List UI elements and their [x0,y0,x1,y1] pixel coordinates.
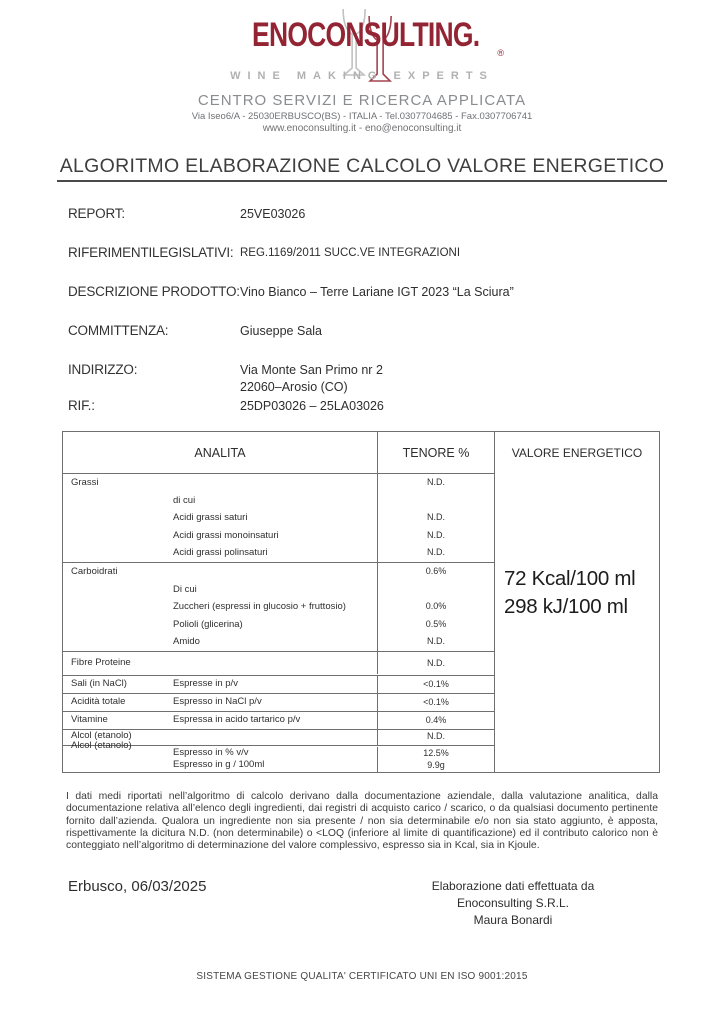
energy-values [504,565,635,621]
row-value: N.D. [427,512,445,523]
row-label [63,676,378,693]
row-value: N.D. [427,477,445,487]
field-indirizzo-value [240,362,383,396]
field-committenza-label: COMMITTENZA: [68,323,169,338]
row-label: di cui [63,492,378,510]
row-value: <0.1% [423,678,449,689]
company-logo [216,16,507,82]
field-indirizzo [68,362,724,396]
row-value: 0.5% [425,618,447,629]
field-riferimenti-value: REG.1169/2011 SUCC.VE INTEGRAZIONI [240,247,461,259]
field-riferimenti [68,245,724,262]
row-label: Fibre Proteine [63,652,378,674]
alcol-line2: Alcol (etanolo) [71,739,132,751]
field-descrizione-value: Vino Bianco – Terre Lariane IGT 2023 “La Sciura” [240,285,514,299]
group-vitamine [63,712,494,730]
field-rif [68,398,724,415]
field-indirizzo-line2: 22060–Arosio (CO) [240,380,348,394]
group-grassi [63,474,494,563]
report-fields [68,206,724,415]
row-value: 12.5% [423,747,449,758]
table-row [63,729,494,751]
field-rif-value: 25DP03026 – 25LA03026 [240,399,384,413]
table-row [63,581,494,599]
row-label [63,694,378,711]
group-sali [63,676,494,694]
row-label: Acidi grassi monoinsaturi [63,527,378,545]
row-label: Di cui [63,581,378,599]
org-address: Via Iseo6/A - 25030ERBUSCO(BS) - ITALIA - Tel.0307704685 - Fax.0307706741 [191,111,533,122]
col-header-analita: ANALITA [63,432,378,473]
row-value: N.D. [427,636,445,647]
field-descrizione [68,284,724,301]
nutrition-table [62,431,660,773]
row-label-sub: Espresso in NaCl p/v [173,695,262,707]
row-label: Acidi grassi polinsaturi [63,544,378,562]
field-riferimenti-label: RIFERIMENTILEGISLATIVI: [68,245,234,260]
row-label: Polioli (glicerina) [63,616,378,634]
page-title: ALGORITMO ELABORAZIONE CALCOLO VALORE ENERGETICO [57,155,668,182]
signature-line3: Maura Bonardi [473,913,553,928]
row-label: Acidi grassi saturi [63,509,378,527]
energy-kcal: 72 Kcal/100 ml [504,567,636,590]
signature-block [398,878,628,929]
registered-mark: ® [497,48,504,58]
col-header-valore: VALORE ENERGETICO [511,446,643,460]
org-name: CENTRO SERVIZI E RICERCA APPLICATA [197,92,527,109]
closing-block [68,878,724,929]
footnote-text: I dati medi riportati nell’algoritmo di calcolo derivano dalla documentazione aziendale, dalla valutazione analitica, dalla documentazione relativa all’elenco degli ingredienti, dai registri di acquisto carico / scarico, o da qualsiasi documento pertinente fornito dall’azienda. Qualora un ingrediente non sia presente / non sia determinabile e/o non sia stato aggiunto, è apposta, rispettivamente la dicitura N.D. (non determinabile) o <LOQ (inferiore al limite di quantificazione) ed il contributo calorico non è conteggiato nell’algoritmo di determinazione del valore complessivo, espresso sia in Kcal, sia in Kjoule. [66,790,658,852]
table-row [63,474,494,492]
field-rif-label: RIF.: [68,398,95,413]
row-label: Espresso in g / 100ml [63,759,378,771]
letterhead [0,0,724,134]
table-row [63,676,494,693]
row-value: 9.9g [427,760,445,771]
field-committenza [68,323,724,340]
field-indirizzo-line1: Via Monte San Primo nr 2 [240,363,383,377]
footer-certification: SISTEMA GESTIONE QUALITA' CERTIFICATO UNI EN ISO 9001:2015 [196,971,528,982]
table-row [63,616,494,634]
table-row [63,652,494,674]
table-header-row [63,432,494,474]
row-value: <0.1% [423,696,449,707]
table-row [63,492,494,510]
row-value [378,492,494,510]
table-row [63,544,494,562]
field-report-label: REPORT: [68,206,125,221]
row-value: 0.4% [425,714,447,725]
place-date: Erbusco, 06/03/2025 [68,878,207,896]
field-report [68,206,724,223]
table-row [63,712,494,729]
row-value: 0.0% [425,601,447,612]
group-acidita [63,694,494,712]
group-fibre [63,652,494,676]
row-value: N.D. [427,657,445,668]
row-value: 0.6% [425,565,447,576]
table-row [63,527,494,545]
row-label-sub: Espresse in p/v [173,677,238,689]
table-row [63,759,494,771]
energy-kj: 298 kJ/100 ml [504,595,628,618]
col-header-tenore: TENORE % [402,445,470,460]
row-label: Carboidrati [63,563,378,581]
table-row [63,598,494,616]
row-label: Zuccheri (espressi in glucosio + fruttosio) [63,598,378,616]
field-descrizione-label: DESCRIZIONE PRODOTTO: [68,284,240,299]
row-label: Espresso in % v/v [63,747,378,759]
row-value [378,581,494,599]
signature-line1: Elaborazione dati effettuata da [431,879,595,894]
alcol-line1: Alcol (etanolo) [71,729,132,741]
row-label-main: Vitamine [71,713,108,725]
row-value: N.D. [427,529,445,540]
brand-name: ENOCONSULTING. [252,16,480,54]
table-row [63,633,494,651]
field-indirizzo-label: INDIRIZZO: [68,362,138,377]
row-label: Grassi [63,474,378,492]
group-alcol [63,729,494,751]
row-value: N.D. [427,730,445,741]
brand-tagline: WINE MAKING EXPERTS [230,70,494,82]
signature-line2: Enoconsulting S.R.L. [456,896,570,911]
row-label-sub: Espressa in acido tartarico p/v [173,713,301,725]
row-label: Amido [63,633,378,651]
row-value: N.D. [427,547,445,558]
table-row [63,563,494,581]
table-row [63,509,494,527]
row-label-main: Acidità totale [71,695,126,707]
field-report-value: 25VE03026 [240,207,306,221]
row-label [63,712,378,729]
org-contacts: www.enoconsulting.it - eno@enoconsulting.it [262,123,462,134]
table-row [63,694,494,711]
nutrition-table-left [63,432,495,772]
field-committenza-value: Giuseppe Sala [240,324,323,338]
nutrition-table-right [495,432,659,772]
row-label [63,729,378,751]
row-label-main: Sali (in NaCl) [71,677,127,689]
group-carboidrati [63,563,494,652]
